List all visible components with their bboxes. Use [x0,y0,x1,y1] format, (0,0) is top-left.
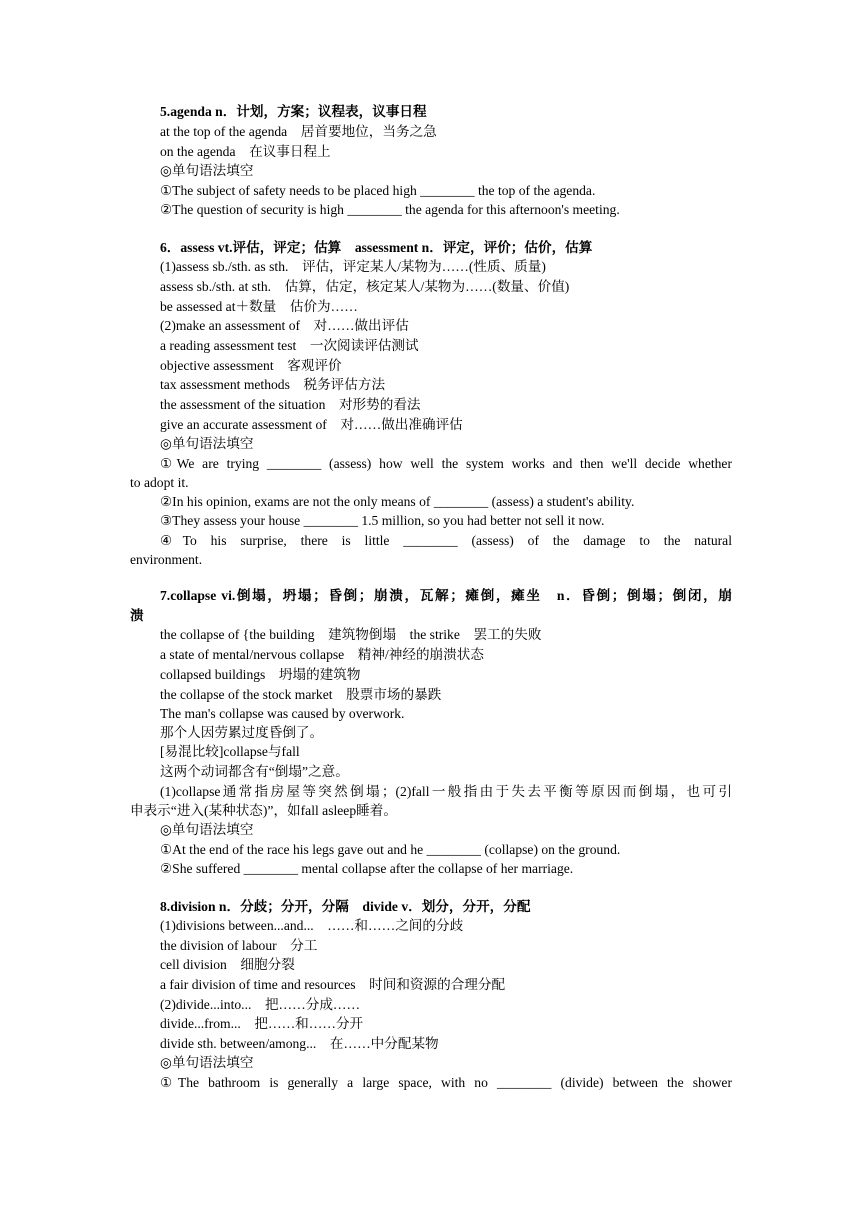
text-line: (2)divide...into... 把……分成…… [160,997,361,1012]
entry-heading: 7.collapse vi.倒塌，坍塌；昏倒；崩溃，瓦解；瘫倒，瘫坐 n．昏倒；倒塌；倒闭，崩 [160,588,732,603]
text-line: (2)make an assessment of 对……做出评估 [160,318,409,333]
text-line: collapsed buildings 坍塌的建筑物 [160,667,361,682]
text-line: ①At the end of the race his legs gave out and he ________ (collapse) on the ground. [160,842,621,857]
text-line: the assessment of the situation 对形势的看法 [160,397,421,412]
text-line: ①We are trying ________ (assess) how well the system works and then we'll decide whether [160,456,732,471]
text-line: ④To his surprise, there is little ________ (assess) of the damage to the natural [160,533,732,548]
text-line: cell division 细胞分裂 [160,957,295,972]
entry-heading: 溃 [130,608,144,623]
text-line: the collapse of {the building 建筑物倒塌 the strike 罢工的失败 [160,627,542,642]
text-line: assess sb./sth. at sth. 估算，估定，核定某人/某物为……(数量、价值) [160,279,570,294]
text-line: environment. [130,552,203,567]
text-line: ◎单句语法填空 [160,436,254,451]
text-line: 申表示“进入(某种状态)”，如fall asleep睡着。 [130,803,397,818]
text-line: be assessed at＋数量 估价为…… [160,299,358,314]
text-line: divide...from... 把……和……分开 [160,1016,364,1031]
text-line: objective assessment 客观评价 [160,358,342,373]
text-line: tax assessment methods 税务评估方法 [160,377,386,392]
entry-heading: 5.agenda n．计划，方案；议程表，议事日程 [160,104,427,119]
text-line: ◎单句语法填空 [160,1055,254,1070]
text-line: (1)collapse通常指房屋等突然倒塌；(2)fall一般指由于失去平衡等原因而倒塌，也可引 [160,784,732,799]
text-line: (1)assess sb./sth. as sth. 评估，评定某人/某物为……(性质、质量) [160,259,546,274]
text-line: give an accurate assessment of 对……做出准确评估 [160,417,463,432]
text-line: a fair division of time and resources 时间和资源的合理分配 [160,977,506,992]
text-line: ②The question of security is high ________ the agenda for this afternoon's meeting. [160,202,620,217]
text-line: [易混比较]collapse与fall [160,744,300,759]
text-line: the division of labour 分工 [160,938,318,953]
text-line: a reading assessment test 一次阅读评估测试 [160,338,419,353]
text-line: ①The bathroom is generally a large space, with no ________ (divide) between the shower [160,1075,732,1090]
text-line: a state of mental/nervous collapse 精神/神经的崩溃状态 [160,647,484,662]
text-line: ◎单句语法填空 [160,822,254,837]
text-line: the collapse of the stock market 股票市场的暴跌 [160,687,442,702]
text-line: ③They assess your house ________ 1.5 million, so you had better not sell it now. [160,513,605,528]
text-line: ②In his opinion, exams are not the only means of ________ (assess) a student's ability. [160,494,635,509]
text-line: to adopt it. [130,475,189,490]
text-line: ①The subject of safety needs to be placed high ________ the top of the agenda. [160,183,596,198]
text-line: ②She suffered ________ mental collapse after the collapse of her marriage. [160,861,574,876]
text-line: 那个人因劳累过度昏倒了。 [160,725,324,740]
text-line: ◎单句语法填空 [160,163,254,178]
text-line: 这两个动词都含有“倒塌”之意。 [160,764,349,779]
entry-heading: 8.division n．分歧；分开，分隔 divide v．划分，分开，分配 [160,899,531,914]
entry-heading: 6．assess vt.评估，评定；估算 assessment n．评定，评价；估价，估算 [160,240,593,255]
text-line: on the agenda 在议事日程上 [160,144,331,159]
text-line: (1)divisions between...and... ……和……之间的分歧 [160,918,464,933]
text-line: divide sth. between/among... 在……中分配某物 [160,1036,439,1051]
text-line: The man's collapse was caused by overwork. [160,706,405,721]
text-line: at the top of the agenda 居首要地位，当务之急 [160,124,437,139]
